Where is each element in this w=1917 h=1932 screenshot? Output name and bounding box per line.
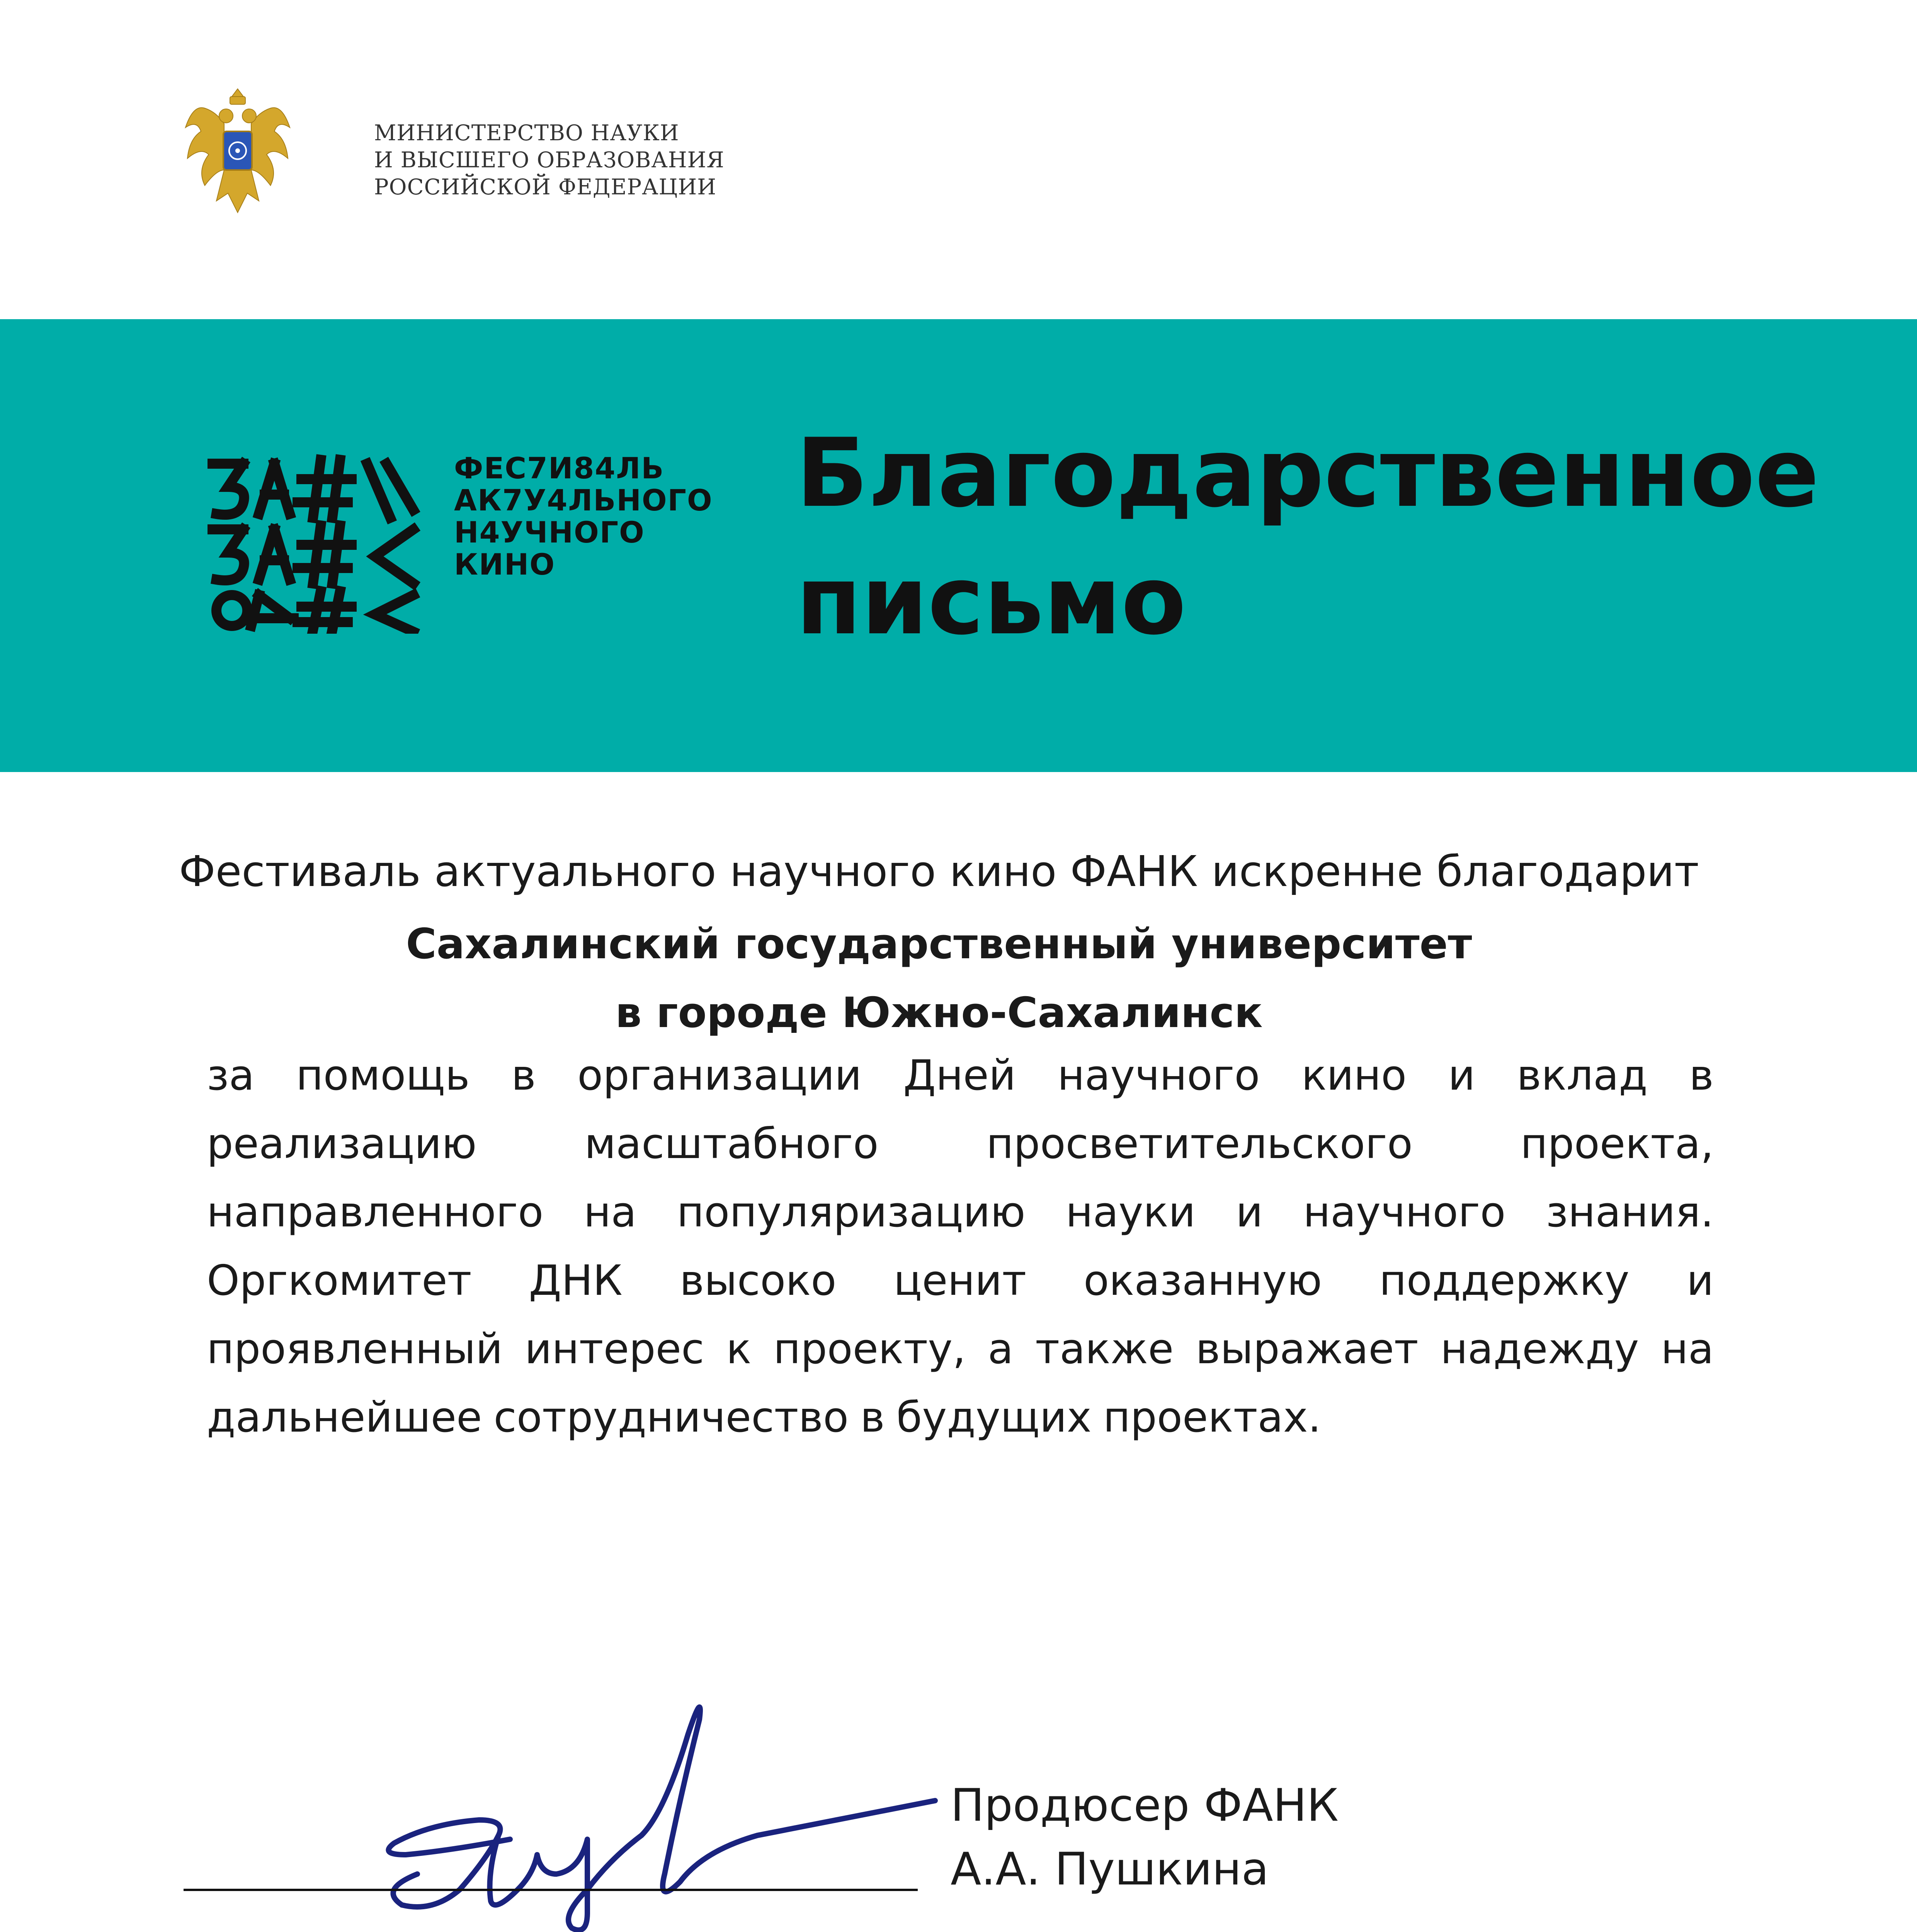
festival-logo-icon [205,448,437,634]
body-word: организации [577,1051,862,1100]
ministry-line: МИНИСТЕРСТВО НАУКИ [374,121,679,146]
recipient-line: Сахалинский государственный университет [406,920,1472,968]
body-word: помощь [296,1051,470,1100]
body-paragraph-line [207,1383,1714,1452]
body-word: ДНК [529,1257,623,1305]
ministry-line: И ВЫСШЕГО ОБРАЗОВАНИЯ [374,148,725,173]
body-word: масштабного [584,1120,879,1168]
body-word: вклад [1517,1051,1648,1100]
ministry-line: РОССИЙСКОЙ ФЕДЕРАЦИИ [374,175,717,200]
body-word: к [726,1325,752,1373]
body-word: интерес [524,1325,704,1373]
document-title-line: Благодарственное [796,418,1819,528]
body-word: проекта, [1520,1120,1714,1168]
body-word: а [988,1325,1014,1373]
body-word: сотрудничество [493,1393,849,1442]
recipient-organization [116,910,1762,1048]
body-intro: Фестиваль актуального научного кино ФАНК искренне благодарит [179,847,1699,896]
festival-name-line: КИНО [454,547,555,582]
body-word: выражает [1196,1325,1419,1373]
body-word: и [1686,1257,1714,1305]
body-word: популяризацию [677,1188,1026,1236]
ministry-name [374,120,725,201]
body-word: дальнейшее [207,1393,482,1442]
body-word: поддержку [1379,1257,1630,1305]
signatory-producer [951,1774,1339,1901]
body-word: за [207,1051,255,1100]
body-word: проявленный [207,1325,503,1373]
body-word: в [511,1051,536,1100]
body-word: научного [1303,1188,1506,1236]
body-word: ценит [893,1257,1027,1305]
body-word: проектах. [1103,1393,1321,1442]
body-word: реализацию [207,1120,477,1168]
body-paragraph-line [207,1247,1714,1315]
body-word: будущих [896,1393,1092,1442]
body-paragraph-line [207,1041,1714,1110]
body-word: научного [1057,1051,1260,1100]
signatory-position: Продюсер ФАНК [951,1779,1339,1832]
body-paragraph-line [207,1110,1714,1178]
body-word: Оргкомитет [207,1257,472,1305]
body-word: просветительского [986,1120,1413,1168]
body-paragraph [207,1041,1714,1452]
document-title [796,410,1819,665]
body-word: на [1661,1325,1714,1373]
festival-name [454,452,713,580]
body-word: знания. [1546,1188,1714,1236]
body-word: надежду [1440,1325,1639,1373]
recipient-line: в городе Южно-Сахалинск [615,989,1263,1037]
ministry-emblem-icon [182,73,294,243]
body-word: и [1236,1188,1263,1236]
body-paragraph-line [207,1178,1714,1247]
body-word: оказанную [1084,1257,1322,1305]
signature-line [184,1889,918,1891]
body-word: направленного [207,1188,544,1236]
body-word: проекту, [773,1325,966,1373]
festival-name-line: ФЕС7И84ЛЬ [454,451,665,485]
body-word: высоко [679,1257,837,1305]
body-word: науки [1065,1188,1196,1236]
body-word: в [1689,1051,1714,1100]
body-word: и [1448,1051,1475,1100]
festival-name-line: Н4УЧНОГО [454,515,645,549]
signature-pushkina-icon [371,1673,951,1932]
body-paragraph-line [207,1315,1714,1383]
body-word: Дней [903,1051,1016,1100]
body-word: также [1035,1325,1174,1373]
signatory-name: А.А. Пушкина [951,1843,1269,1895]
document-title-line: письмо [796,546,1186,656]
body-word: кино [1301,1051,1407,1100]
body-word: на [583,1188,637,1236]
body-word: в [860,1393,885,1442]
festival-name-line: АК7У4ЛЬНОГО [454,483,713,517]
